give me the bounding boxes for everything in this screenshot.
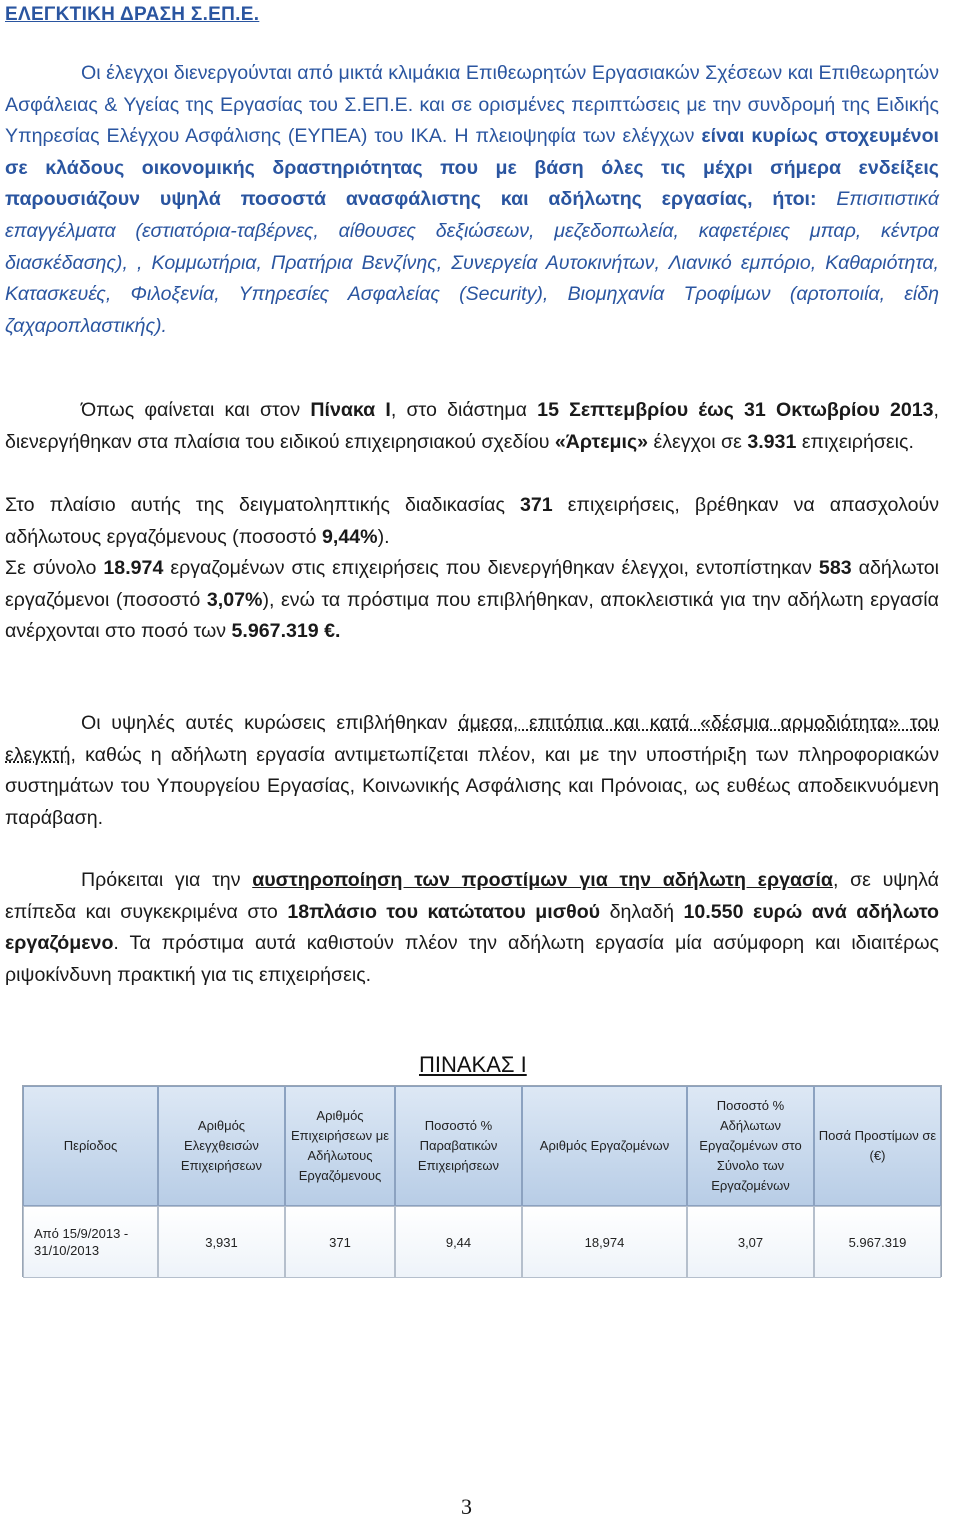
intro-text: Οι έλεγχοι διενεργούνται από μικτά κλιμάκια Επιθεωρητών Εργασιακών Σχέσεων και Επιθεωρητών Ασφάλειας & Υγείας της Εργασίας του Σ.ΕΠ.Ε. και σε ορισμένες περιπτώσεις με την συνδρομή της Ειδικής Υπηρεσίας Ελέγχου Ασφάλισης (ΕΥΠΕΑ) του ΙΚΑ. [5, 62, 939, 148]
paragraph-totals: Σε σύνολο 18.974 εργαζομένων στις επιχειρήσεις που διενεργήθηκαν έλεγχοι, εντοπίστηκαν 583 αδήλωτοι εργαζόμενοι (ποσοστό 3,07%), ενώ τα πρόστιμα που επιβλήθηκαν, αποκλειστικά για την αδήλωτη εργασία ανέρχονται στο ποσό των 5.967.319 €. [5, 557, 940, 643]
header-with-undeclared: Αριθμός Επιχειρήσεων με Αδήλωτους Εργαζόμενους [285, 1086, 395, 1206]
table-row [23, 1206, 941, 1278]
majority-bold-text: είναι κυρίως στοχευμένοι σε κλάδους οικονομικής δραστηριότητας που με βάση όλες τις μέχρι σήμερα ενδείξεις παρουσιάζουν υψηλά ποσοστά ανασφάλιστης και αδήλωτης εργασίας, ήτοι: [5, 125, 939, 211]
cell-fines: 5.967.319 [814, 1206, 941, 1278]
paragraph-sanctions: Οι υψηλές αυτές κυρώσεις επιβλήθηκαν άμεσα, επιτόπια και κατά «δέσμια αρμοδιότητα» του ελεγκτή, καθώς η αδήλωτη εργασία αντιμετωπίζεται πλέον, και με την υποστήριξη των πληροφοριακών συστημάτων του Υπουργείου Εργασίας, Κοινωνικής Ασφάλισης και Πρόνοιας, ως ευθέως αποδεικνυόμενη παράβαση. [5, 712, 940, 829]
paragraph-inspections [5, 58, 939, 342]
paragraph-sample: Στο πλαίσιο αυτής της δειγματοληπτικής διαδικασίας 371 επιχειρήσεις, βρέθηκαν να απασχολούν αδήλωτους εργαζόμενους (ποσοστό 9,44%). [5, 494, 939, 548]
checked-count: 3.931 [747, 430, 797, 453]
table-reference: Πίνακα Ι [310, 399, 391, 421]
cell-checked: 3,931 [158, 1206, 285, 1278]
fine-per-worker: 10.550 ευρώ ανά αδήλωτο εργαζόμενο [5, 900, 940, 955]
tightening-phrase: αυστηροποίηση των προστίμων για την αδήλωτη εργασία [252, 869, 833, 891]
undeclared-percent: 3,07% [206, 588, 263, 611]
header-fines: Ποσά Προστίμων σε (€) [814, 1086, 941, 1206]
cell-with-undeclared: 371 [285, 1206, 395, 1278]
cell-pct-undeclared: 3,07 [687, 1206, 814, 1278]
page-number: 3 [461, 1494, 472, 1519]
majority-text: Η πλειοψηφία των ελέγχων [454, 125, 695, 148]
cell-employees: 18,974 [522, 1206, 687, 1278]
sectors-list: Επισιτιστικά επαγγέλματα (εστιατόρια-ταβέρνες, αίθουσες δεξιώσεων, μεζεδοπωλεία, καφετέριες μπαρ, κέντρα διασκέδασης), , Κομμωτήρια, Πρατήρια Βενζίνης, Συνεργεία Αυτοκινήτων, Λιανικό εμπόριο, Καθαριότητα, Κατασκευές, Φιλοξενία, Υπηρεσίες Ασφαλείας (Security), Βιομηχανία Τροφίμων (αρτοποιία, είδη ζαχαροπλαστικής). [5, 188, 939, 337]
header-pct-undeclared: Ποσοστό % Αδήλωτων Εργαζομένων στο Σύνολο των Εργαζομένων [687, 1086, 814, 1206]
results-table [22, 1085, 942, 1277]
paragraph-fines: Πρόκειται για την αυστηροποίηση των προστίμων για την αδήλωτη εργασία, σε υψηλά επίπεδα και συγκεκριμένα στο 18πλάσιο του κατώτατου μισθού δηλαδή 10.550 ευρώ ανά αδήλωτο εργαζόμενο. Τα πρόστιμα αυτά καθιστούν πλέον την αδήλωτη εργασία μία ασύμφορη και ιδιαιτέρως ριψοκίνδυνη πρακτική για τις επιχειρήσεις. [5, 869, 940, 986]
paragraph-artemis: Όπως φαίνεται και στον Πίνακα Ι, στο διάστημα 15 Σεπτεμβρίου έως 31 Οκτωβρίου 2013, διενεργήθηκαν στα πλαίσια του ειδικού επιχειρησιακού σχεδίου «Άρτεμις» έλεγχοι σε 3.931 επιχειρήσεις. [5, 399, 939, 453]
period-bold: 15 Σεπτεμβρίου έως 31 Οκτωβρίου 2013 [537, 399, 934, 421]
table-header-row [23, 1086, 941, 1206]
undeclared-count: 583 [818, 557, 852, 579]
header-checked: Αριθμός Ελεγχθεισών Επιχειρήσεων [158, 1086, 285, 1206]
employees-total: 18.974 [103, 557, 164, 579]
cell-pct-violating: 9,44 [395, 1206, 522, 1278]
fines-total: 5.967.319 €. [231, 620, 341, 643]
section-heading: ΕΛΕΓΚΤΙΚΗ ΔΡΑΣΗ Σ.ΕΠ.Ε. [5, 4, 260, 25]
header-period: Περίοδος [23, 1086, 158, 1206]
plan-name: «Άρτεμις» [554, 430, 649, 453]
header-pct-violating: Ποσοστό % Παραβατικών Επιχειρήσεων [395, 1086, 522, 1206]
header-employees: Αριθμός Εργαζομένων [522, 1086, 687, 1206]
minimum-wage-multiple: 18πλάσιο του κατώτατου μισθού [287, 900, 601, 923]
businesses-percent: 9,44% [322, 525, 378, 548]
businesses-count: 371 [519, 494, 553, 516]
table-title: ΠΙΝΑΚΑΣ Ι [419, 1052, 527, 1077]
immediate-phrase: άμεσα, επιτόπια και κατά «δέσμια αρμοδιότητα» του ελεγκτή [5, 712, 940, 766]
cell-period: Από 15/9/2013 - 31/10/2013 [23, 1206, 158, 1278]
